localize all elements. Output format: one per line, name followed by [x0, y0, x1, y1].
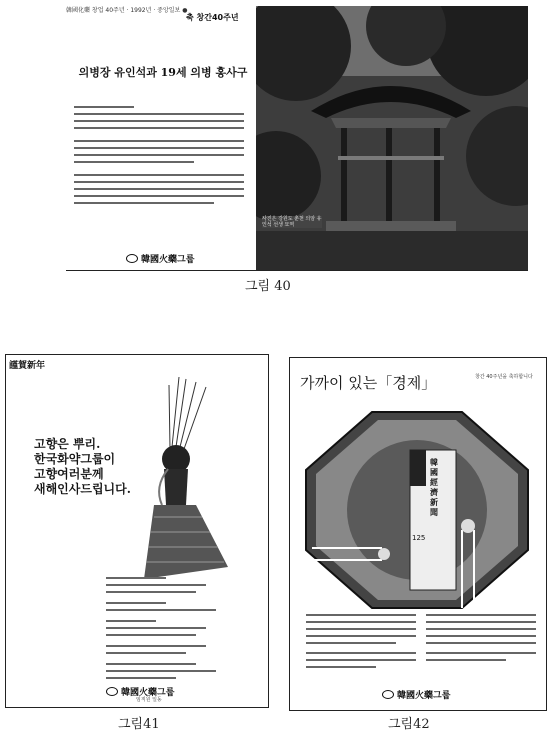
ad41-body-text-line [106, 584, 206, 586]
ad-figure-41 [5, 354, 269, 708]
ad41-body-text-line [106, 645, 206, 647]
ad40-logo-text: 韓國火藥그룹 [141, 255, 195, 265]
ad40-body-text-line [74, 127, 244, 129]
ad42-card-number: 125 [412, 534, 426, 542]
ad41-body-text-line [106, 670, 216, 672]
ad41-body-text-line [106, 620, 156, 622]
ad40-header-tag: 韓國化藥 창업 40주년 · 1992년 · 중앙일보 ● [66, 7, 188, 14]
ad40-body-text-line [74, 188, 244, 190]
hanwha-logo-mark-icon [382, 690, 394, 699]
ad41-body-text-line [106, 577, 166, 579]
ad40-body-text-line [74, 161, 194, 163]
ad42-logo [382, 688, 450, 701]
ad42-card-title: 韓國經濟新聞 [430, 458, 438, 517]
ad40-anniversary: 축 창간40주년 [186, 13, 239, 22]
ad40-body-text-line [74, 140, 244, 142]
ad41-body-text-line [106, 663, 196, 665]
ad42-body-text-line [306, 621, 416, 623]
ad40-body-text-line [74, 106, 134, 108]
ad40-body-text-line [74, 195, 244, 197]
ad42-body-text-line [426, 635, 536, 637]
ad42-body-text-line [306, 635, 416, 637]
ad42-body-text-line [426, 621, 536, 623]
ad42-body-text-line [306, 659, 416, 661]
ad42-body-text-line [306, 628, 416, 630]
ad41-headline-line: 고향은 뿌리. [34, 437, 101, 451]
ad40-logo [126, 252, 194, 265]
ad40-pavilion-photo [256, 6, 528, 270]
ad40-body-text-line [74, 181, 244, 183]
ad42-body-text-line [306, 642, 396, 644]
ad41-headline-line: 한국화약그룹이 [34, 452, 116, 466]
ad40-body-text-line [74, 147, 244, 149]
ad-figure-42 [289, 357, 547, 711]
ad42-body-text-line [426, 614, 536, 616]
ad42-body-text-line [426, 642, 536, 644]
hanwha-logo-mark-icon [126, 254, 138, 263]
ad41-body-text-line [106, 602, 166, 604]
caption-figure-41: 그림41 [118, 717, 160, 732]
ad41-body-text-line [106, 591, 196, 593]
ad40-body-text-line [74, 154, 244, 156]
ad41-body-text-line [106, 634, 196, 636]
ad41-headline-line: 고향여러분께 [34, 467, 104, 481]
ad41-headline-line: 새해인사드립니다. [34, 482, 131, 496]
ad41-body-text-line [106, 677, 176, 679]
ad41-headline [34, 437, 131, 497]
ad41-logo-text: 韓國火藥그룹 [121, 688, 175, 698]
ad41-corner-tag: 謹賀新年 [9, 361, 46, 371]
ad42-body-text-line [426, 659, 506, 661]
ad40-photo-credit: 사진은 강원도 춘천 의암 유인석 선생 묘역 [262, 216, 322, 228]
ad41-bokjori-illustration [124, 377, 234, 587]
caption-figure-40: 그림 40 [245, 279, 291, 294]
ad40-body-text-line [74, 120, 244, 122]
ad42-headline: 가까이 있는「경제」 [300, 374, 437, 392]
ad42-body-text-line [426, 628, 536, 630]
ad42-body-text-line [306, 652, 416, 654]
ad41-logo-sub: 임직원 일동 [136, 697, 162, 703]
ad40-body-text-line [74, 113, 244, 115]
ad41-body-text-line [106, 609, 216, 611]
ad41-body-text-line [106, 652, 186, 654]
hanwha-logo-mark-icon [106, 687, 118, 696]
ad42-octagon-illustration [302, 410, 532, 610]
ad42-body-text-line [426, 652, 536, 654]
ad40-headline: 의병장 유인석과 19세 의병 홍사구 [78, 66, 248, 79]
ad42-corner-tag: 창간 40주년을 축하합니다 [475, 374, 533, 380]
ad42-body-text-line [306, 666, 376, 668]
ad42-body-text-line [306, 614, 416, 616]
ad42-logo-text: 韓國火藥그룹 [397, 691, 451, 701]
pavilion-illustration [256, 6, 528, 270]
caption-figure-42: 그림42 [388, 717, 430, 732]
ad40-body-text-line [74, 174, 244, 176]
ad40-body-text-line [74, 202, 214, 204]
ad-figure-40 [66, 2, 528, 271]
ad41-body-text-line [106, 627, 206, 629]
